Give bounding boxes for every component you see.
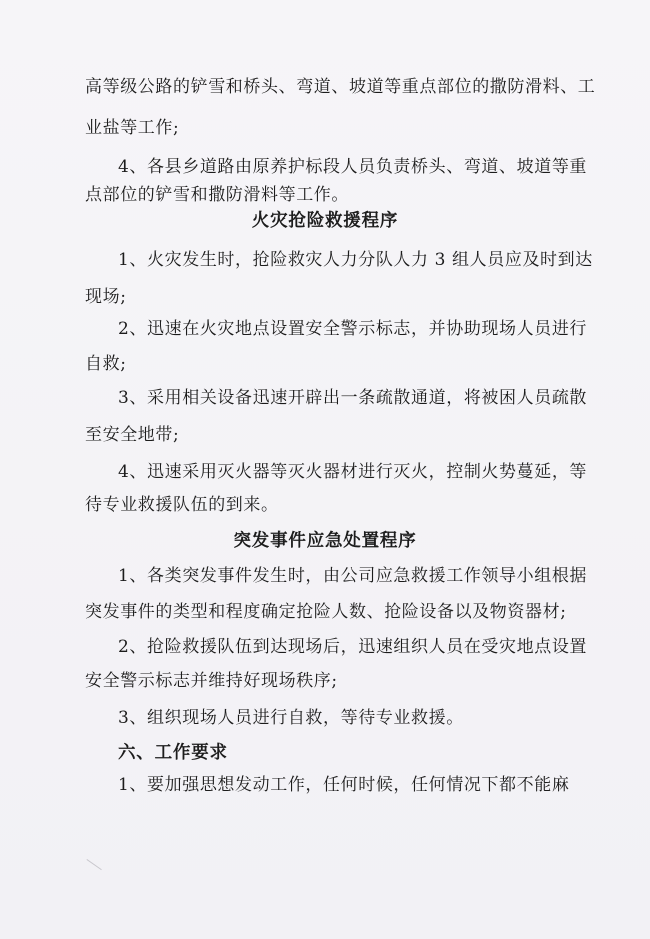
paragraph-line: 业盐等工作; xyxy=(85,118,180,138)
emergency-item-3: 3、组织现场人员进行自救，等待专业救援。 xyxy=(118,708,464,728)
emergency-heading: 突发事件应急处置程序 xyxy=(233,531,417,551)
paragraph-line: 点部位的铲雪和撒防滑料等工作。 xyxy=(85,185,349,205)
fire-item-3-line-2: 至安全地带; xyxy=(85,425,180,445)
paragraph-line: 4、各县乡道路由原养护标段人员负责桥头、弯道、坡道等重 xyxy=(118,157,588,177)
emergency-item-2-line-2: 安全警示标志并维持好现场秩序; xyxy=(85,671,338,691)
fire-item-1-line-1: 1、火灾发生时，抢险救灾人力分队人力 3 组人员应及时到达 xyxy=(118,250,593,270)
emergency-item-1-line-1: 1、各类突发事件发生时，由公司应急救援工作领导小组根据 xyxy=(118,566,588,586)
work-requirements-heading: 六、工作要求 xyxy=(118,743,228,763)
page-mark xyxy=(86,851,107,870)
fire-item-3-line-1: 3、采用相关设备迅速开辟出一条疏散通道，将被困人员疏散 xyxy=(118,388,588,408)
fire-item-2-line-2: 自救; xyxy=(85,354,127,374)
fire-item-4-line-2: 待专业救援队伍的到来。 xyxy=(85,495,279,515)
paragraph-line: 高等级公路的铲雪和桥头、弯道、坡道等重点部位的撒防滑料、工 xyxy=(85,77,596,97)
fire-rescue-heading: 火灾抢险救援程序 xyxy=(251,211,399,231)
emergency-item-1-line-2: 突发事件的类型和程度确定抢险人数、抢险设备以及物资器材; xyxy=(85,602,567,622)
emergency-item-2-line-1: 2、抢险救援队伍到达现场后，迅速组织人员在受灾地点设置 xyxy=(118,637,588,657)
fire-item-1-line-2: 现场; xyxy=(85,287,127,307)
requirement-item-1: 1、要加强思想发动工作，任何时候，任何情况下都不能麻 xyxy=(118,775,570,795)
fire-item-2-line-1: 2、迅速在火灾地点设置安全警示标志，并协助现场人员进行 xyxy=(118,319,588,339)
fire-item-4-line-1: 4、迅速采用灭火器等灭火器材进行灭火，控制火势蔓延，等 xyxy=(118,462,588,482)
